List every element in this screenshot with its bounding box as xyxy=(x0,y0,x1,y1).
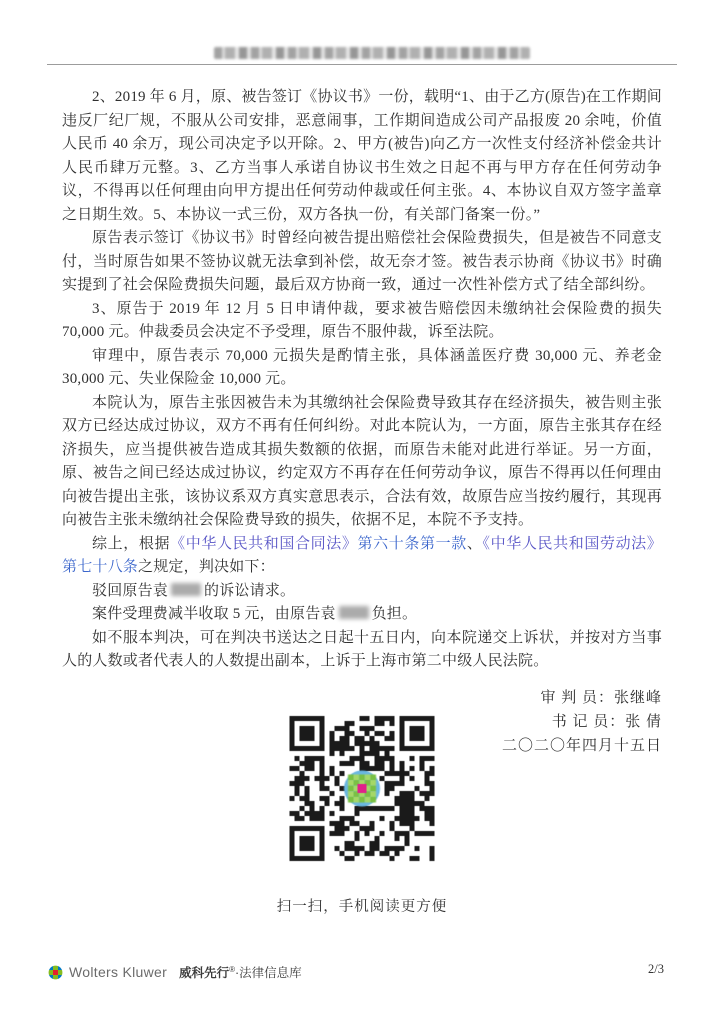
qr-code xyxy=(286,712,439,865)
wolters-kluwer-logo xyxy=(48,965,63,980)
law-title-link[interactable]: 《中华人民共和国劳动法》 xyxy=(482,535,663,552)
header-divider xyxy=(47,64,677,65)
product-name: 威科先行®·法律信息库 xyxy=(179,964,302,980)
paragraph: 3、原告于 2019 年 12 月 5 日申请仲裁，要求被告赔偿因未缴纳社会保险费的损失 70,000 元。仲裁委员会决定不予受理，原告不服仲裁，诉至法院。 xyxy=(62,300,662,340)
law-article-link[interactable]: 第七十八条 xyxy=(62,559,139,575)
redacted-name xyxy=(339,606,369,619)
paragraph: 案件受理费减半收取 5 元，由原告袁 负担。 xyxy=(92,606,418,622)
paragraph: 2、2019 年 6 月，原、被告签订《协议书》一份，载明“1、由于乙方(原告)在工作期间违反厂纪厂规，不服从公司安排，恶意闹事，工作期间造成公司产品报废 20 余吨，价值人民币 40 余万，现公司决定予以开除。2、甲方(被告)向乙方一次性支付经济补偿金共计人民币肆万元整。3、乙方当事人承诺自协议书生效之日起不再与甲方存在任何劳动争议，不得再以任何理由向甲方提出任何劳动仲裁或任何主张。4、本协议自双方签字盖章之日期生效。5、本协议一式三份，双方各执一份，有关部门备案一份。” xyxy=(62,89,662,223)
paragraph: 如不服本判决，可在判决书送达之日起十五日内，向本院递交上诉状，并按对方当事人的人数或者代表人的人数提出副本，上诉于上海市第二中级人民法院。 xyxy=(62,629,662,669)
signature-line: 二〇二〇年四月十五日 xyxy=(501,737,662,754)
paragraph: 综上，根据《中华人民共和国合同法》第六十条第一款、《中华人民共和国劳动法》第七十八条之规定，判决如下： xyxy=(62,535,663,575)
law-article-link[interactable]: 第六十条第一款 xyxy=(357,535,467,552)
paragraph: 本院认为，原告主张因被告未为其缴纳社会保险费导致其存在经济损失，被告则主张双方已经达成过协议，双方不再有任何纠纷。对此本院认为，一方面，原告主张其存在经济损失，应当提供被告造成其损失数额的依据，而原告未能对此进行举证。另一方面，原、被告之间已经达成过协议，约定双方不再存在任何劳动争议，原告不得再以任何理由向被告提出主张，该协议系双方真实意思表示，合法有效，故原告应当按约履行，其现再向被告主张未缴纳社会保险费导致的损失，依据不足，本院不予支持。 xyxy=(62,394,662,528)
footer-brand xyxy=(48,963,302,981)
qr-caption: 扫一扫，手机阅读更方便 xyxy=(276,899,448,915)
document-body xyxy=(62,86,662,758)
product-suffix: ·法律信息库 xyxy=(235,966,302,980)
signature-line: 审 判 员：张继峰 xyxy=(540,689,662,706)
law-title-link[interactable]: 《中华人民共和国合同法》 xyxy=(170,535,358,552)
redacted-name xyxy=(171,583,201,596)
brand-wordmark: Wolters Kluwer xyxy=(69,964,168,980)
redacted-case-title xyxy=(214,47,530,59)
paragraph: 原告表示签订《协议书》时曾经向被告提出赔偿社会保险费损失，但是被告不同意支付，当时原告如果不签协议就无法拿到补偿，故无奈才签。被告表示协商《协议书》时确实提到了社会保险费损失问题，最后双方协商一致，通过一次性补偿方式了结全部纠纷。 xyxy=(62,230,662,293)
page-indicator: 2/3 xyxy=(648,962,664,976)
paragraph: 驳回原告袁 的诉讼请求。 xyxy=(92,582,296,599)
registered-mark: ® xyxy=(229,964,235,974)
paragraph: 审理中，原告表示 70,000 元损失是酌情主张，具体涵盖医疗费 30,000 元、养老金 30,000 元、失业保险金 10,000 元。 xyxy=(62,347,662,387)
signature-line: 书 记 员：张 倩 xyxy=(551,713,662,730)
